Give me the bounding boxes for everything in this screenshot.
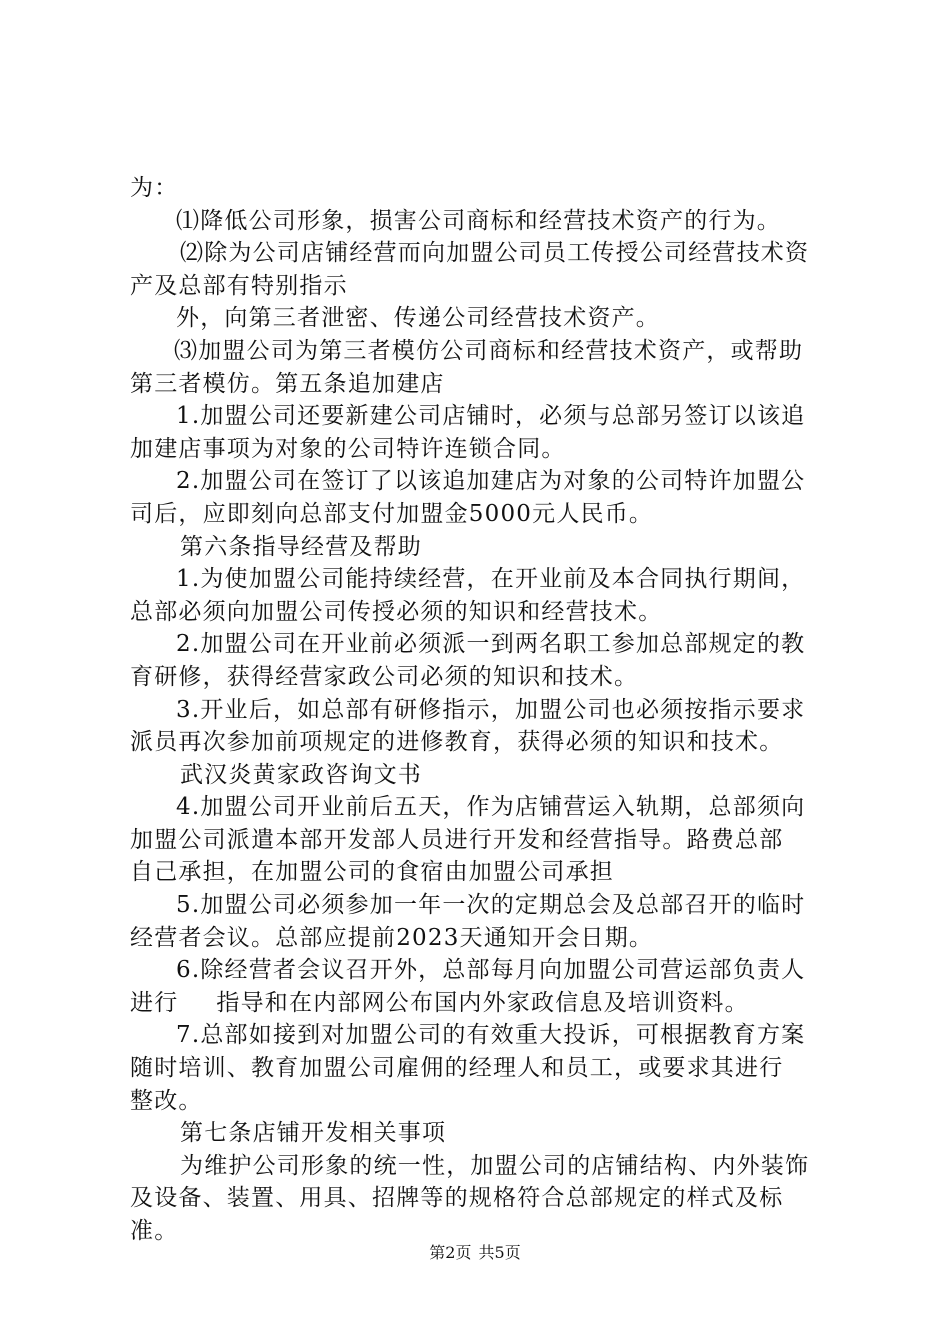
text-line: 2.加盟公司在签订了以该追加建店为对象的公司特许加盟公	[176, 468, 806, 495]
text-line: 整改。	[130, 1087, 203, 1114]
text-line: 总部必须向加盟公司传授必须的知识和经营技术。	[130, 598, 663, 625]
text-line: 司后，应即刻向总部支付加盟金5000元人民币。	[130, 500, 654, 527]
text-line: 第六条指导经营及帮助	[180, 533, 422, 560]
text-line: 武汉炎黄家政咨询文书	[180, 761, 422, 788]
text-line: 随时培训、教育加盟公司雇佣的经理人和员工，或要求其进行	[130, 1055, 784, 1082]
text-line: 6.除经营者会议召开外，总部每月向加盟公司营运部负责人	[176, 957, 806, 984]
text-line	[130, 987, 830, 1020]
text-line: 派员再次参加前项规定的进修教育，获得必须的知识和技术。	[130, 729, 784, 756]
text-line-part: 进行	[130, 989, 179, 1016]
document-body	[130, 172, 830, 1248]
text-line: 2.加盟公司在开业前必须派一到两名职工参加总部规定的教	[176, 631, 806, 658]
text-line: 为：	[130, 175, 179, 201]
text-line: 4.加盟公司开业前后五天，作为店铺营运入轨期，总部须向	[176, 794, 806, 821]
text-line: 第七条店铺开发相关事项	[180, 1120, 447, 1147]
text-line: 7.总部如接到对加盟公司的有效重大投诉，可根据教育方案	[176, 1022, 806, 1049]
text-line: 产及总部有特别指示	[130, 272, 348, 299]
text-line: 经营者会议。总部应提前2023天通知开会日期。	[130, 924, 654, 951]
text-line: 第三者模仿。第五条追加建店	[130, 370, 445, 397]
page-number: 第2页	[429, 1243, 472, 1262]
text-line: 1.为使加盟公司能持续经营，在开业前及本合同执行期间，	[176, 566, 806, 593]
text-line: 加盟公司派遣本部开发部人员进行开发和经营指导。路费总部	[130, 826, 784, 853]
text-line: 加建店事项为对象的公司特许连锁合同。	[130, 435, 566, 462]
text-line: 准。	[130, 1218, 179, 1244]
text-line: ⑴降低公司形象，损害公司商标和经营技术资产的行为。	[176, 207, 781, 234]
text-line: ⑶加盟公司为第三者模仿公司商标和经营技术资产，或帮助	[174, 337, 804, 364]
text-line: 3.开业后，如总部有研修指示，加盟公司也必须按指示要求	[176, 696, 806, 723]
text-line: 为维护公司形象的统一性，加盟公司的店铺结构、内外装饰	[180, 1152, 810, 1179]
text-line: 及设备、装置、用具、招牌等的规格符合总部规定的样式及标	[130, 1185, 784, 1212]
page-total: 共5页	[478, 1243, 521, 1262]
text-line-part: 指导和在内部网公布国内外家政信息及培训资料。	[216, 989, 749, 1016]
text-line: 外，向第三者泄密、传递公司经营技术资产。	[176, 305, 660, 332]
text-line: 5.加盟公司必须参加一年一次的定期总会及总部召开的临时	[176, 892, 806, 919]
text-line: 自己承担，在加盟公司的食宿由加盟公司承担	[130, 859, 614, 886]
text-line: ⑵除为公司店铺经营而向加盟公司员工传授公司经营技术资	[180, 240, 810, 267]
text-line: 1.加盟公司还要新建公司店铺时，必须与总部另签订以该追	[176, 403, 806, 430]
text-line: 育研修，获得经营家政公司必须的知识和技术。	[130, 663, 639, 690]
page-footer	[0, 1243, 950, 1263]
